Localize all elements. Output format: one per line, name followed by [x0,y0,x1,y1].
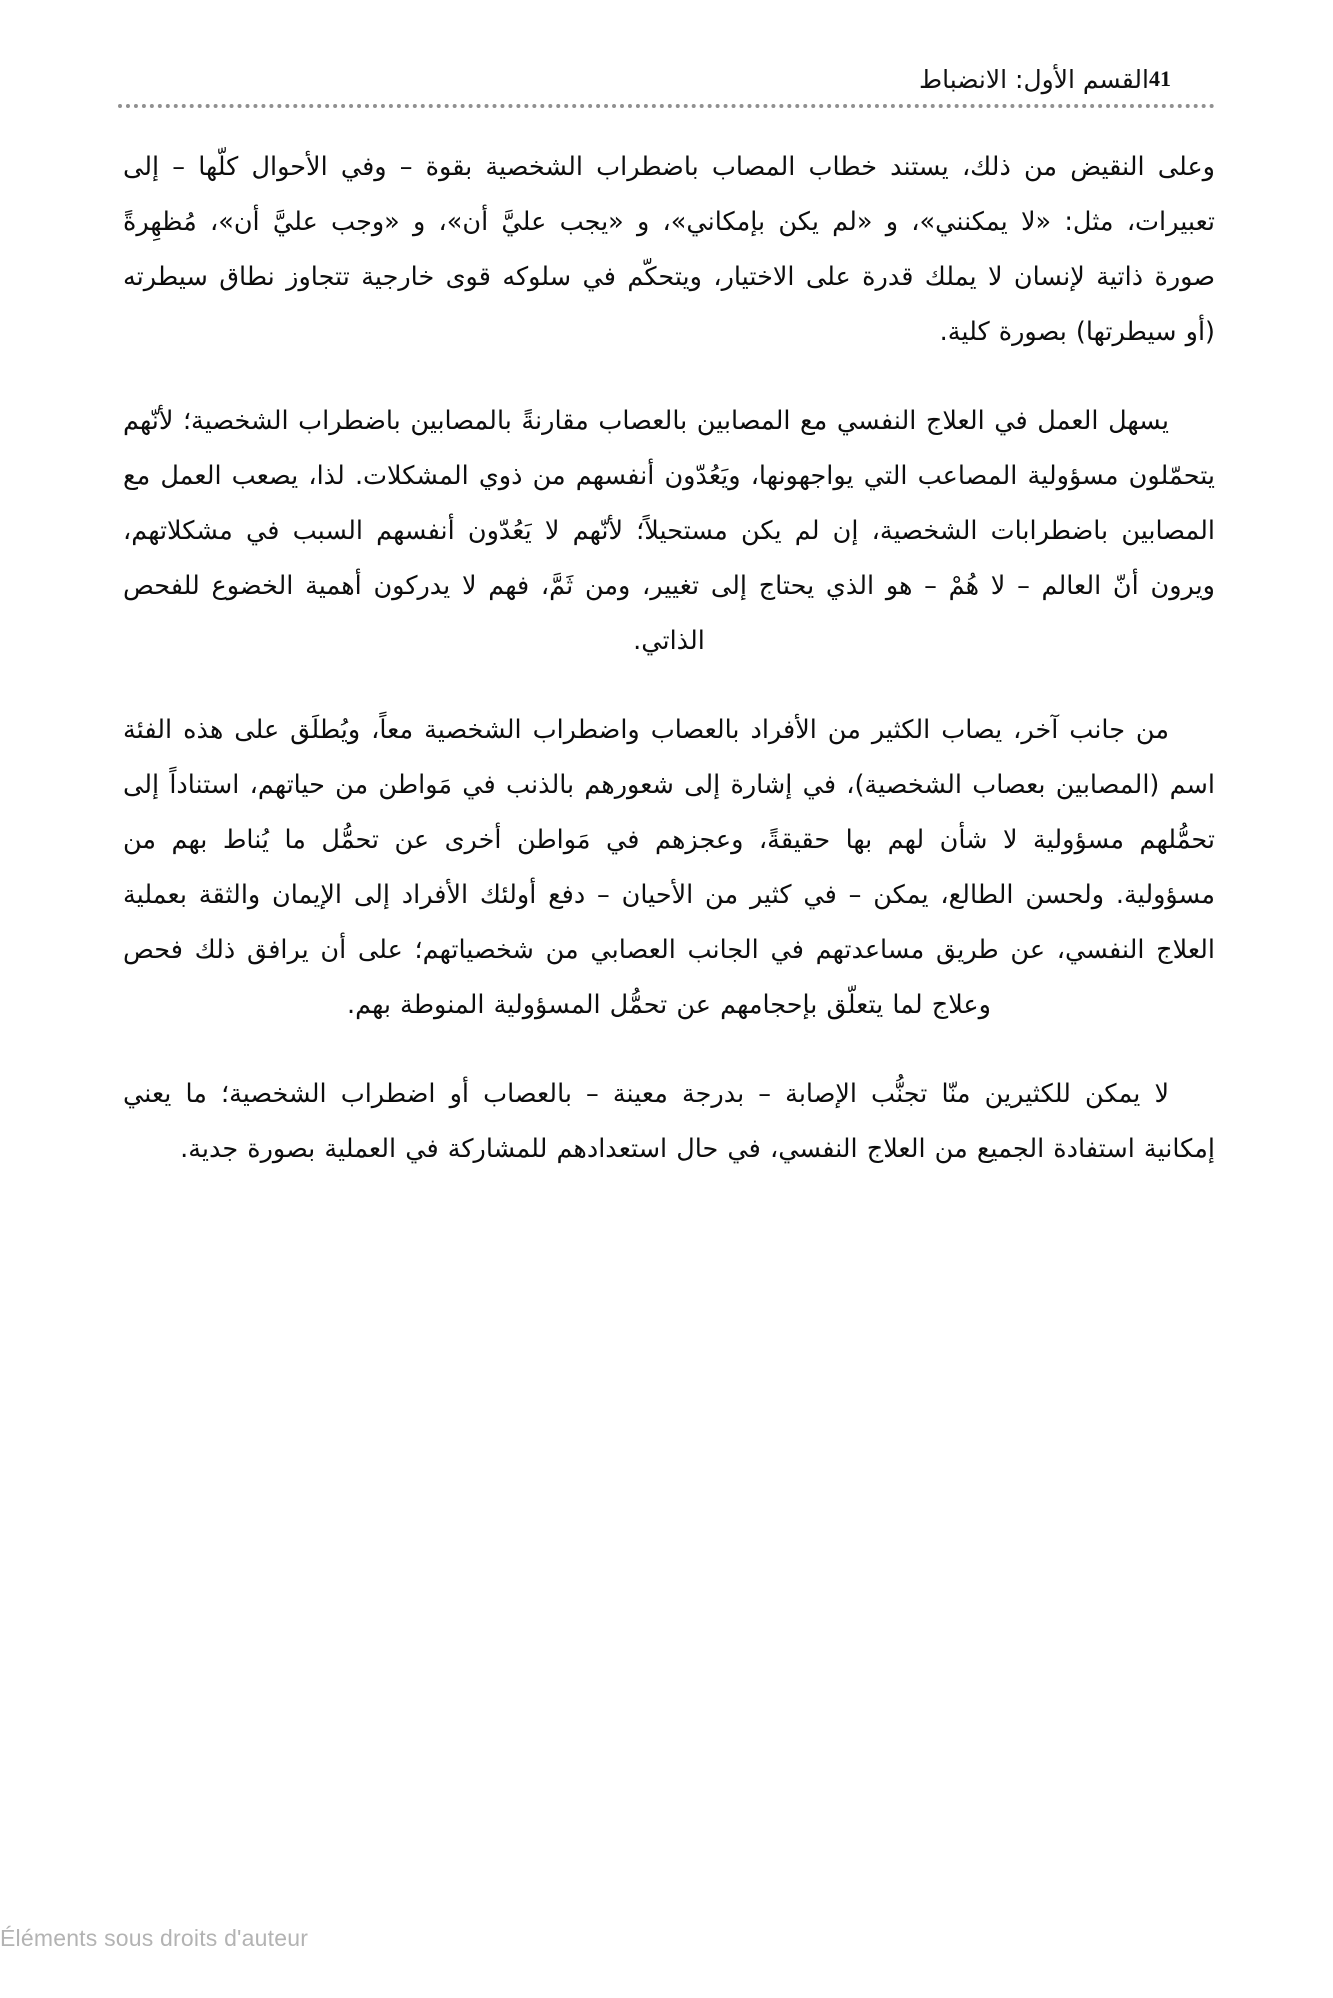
page-number: 41 [1149,66,1171,91]
copyright-watermark [0,1925,1195,1952]
paragraph-3: من جانب آخر، يصاب الكثير من الأفراد بالعصاب واضطراب الشخصية معاً، ويُطلَق على هذه الفئة اسم (المصابين بعصاب الشخصية)، في إشارة إلى شعورهم بالذنب في مَواطن من حياتهم، استناداً إلى تحمُّلهم مسؤولية لا شأن لهم بها حقيقةً، وعجزهم في مَواطن أخرى عن تحمُّل ما يُناط بهم من مسؤولية. ولحسن الطالع، يمكن – في كثير من الأحيان – دفع أولئك الأفراد إلى الإيمان والثقة بعملية العلاج النفسي، عن طريق مساعدتهم في الجانب العصابي من شخصياتهم؛ على أن يرافق ذلك فحص وعلاج لما يتعلّق بإحجامهم عن تحمُّل المسؤولية المنوطة بهم. [123,715,1215,1020]
copyright-notice-text: Éléments sous droits d'auteur [0,1925,309,1951]
header-dotted-rule [118,104,1215,113]
paragraph-4: لا يمكن للكثيرين منّا تجنُّب الإصابة – بدرجة معينة – بالعصاب أو اضطراب الشخصية؛ ما يعني إمكانية استفادة الجميع من العلاج النفسي، في حال استعدادهم للمشاركة في العملية بصورة جدية. [123,1079,1215,1164]
paragraph-2: يسهل العمل في العلاج النفسي مع المصابين بالعصاب مقارنةً بالمصابين باضطراب الشخصية؛ لأنّهم يتحمّلون مسؤولية المصاعب التي يواجهونها، ويَعُدّون أنفسهم من ذوي المشكلات. لذا، يصعب العمل مع المصابين باضطرابات الشخصية، إن لم يكن مستحيلاً؛ لأنّهم لا يَعُدّون أنفسهم السبب في مشكلاتهم، ويرون أنّ العالم – لا هُمْ – هو الذي يحتاج إلى تغيير، ومن ثَمَّ، فهم لا يدركون أهمية الخضوع للفحص الذاتي. [123,406,1215,656]
running-head-title: القسم الأول: الانضباط [918,65,1149,94]
body-text-column [123,140,1215,1177]
running-head [140,58,1193,92]
paragraph-1: وعلى النقيض من ذلك، يستند خطاب المصاب باضطراب الشخصية بقوة – وفي الأحوال كلّها – إلى تعبيرات، مثل: «لا يمكنني»، و «لم يكن بإمكاني»، و «يجب عليَّ أن»، و «وجب عليَّ أن»، مُظهِرةً صورة ذاتية لإنسان لا يملك قدرة على الاختيار، ويتحكّم في سلوكه قوى خارجية تتجاوز نطاق سيطرته (أو سيطرتها) بصورة كلية. [123,152,1215,347]
